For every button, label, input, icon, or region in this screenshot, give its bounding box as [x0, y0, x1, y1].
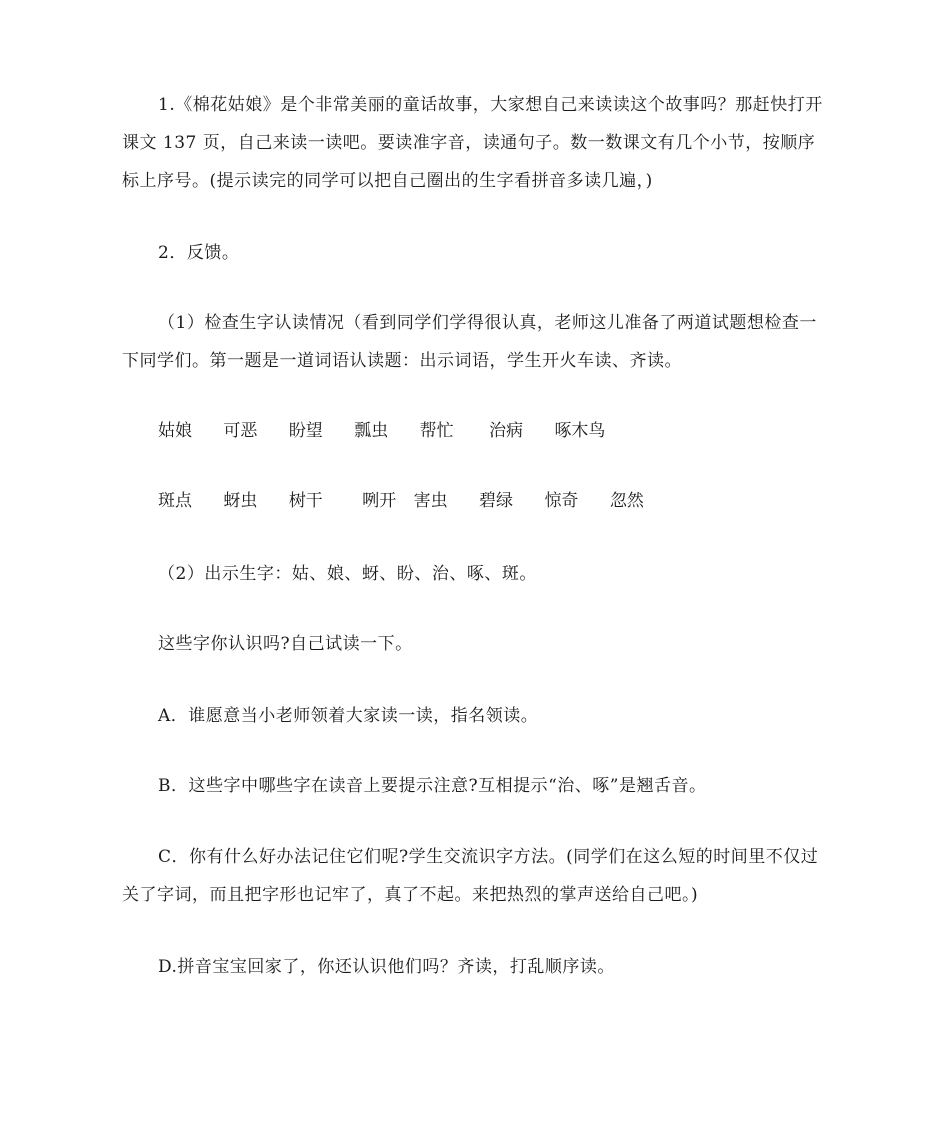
- word-item: 可恶: [223, 421, 258, 441]
- word-item: 蚜虫: [223, 491, 258, 511]
- paragraph-7: B．这些字中哪些字在读音上要提示注意?互相提示“治、啄”是翘舌音。: [158, 776, 707, 796]
- word-item: 啄木鸟: [554, 421, 606, 441]
- word-item: 忽然: [609, 491, 644, 511]
- word-item: 树干: [288, 491, 323, 511]
- paragraph-8: C．你有什么好办法记住它们呢?学生交流识字方法。(同学们在这么短的时间里不仅过关了字词，而且把字形也记牢了，真了不起。来把热烈的掌声送给自己吧。): [122, 847, 819, 905]
- word-item: 咧开: [362, 491, 397, 511]
- paragraph-1: 1.《棉花姑娘》是个非常美丽的童话故事，大家想自己来读读这个故事吗？那赶快打开课文 137 页，自己来读一读吧。要读准字音，读通句子。数一数课文有几个小节，按顺序标上序号。(提示读完的同学可以把自己圈出的生字看拼音多读几遍，): [122, 95, 823, 191]
- paragraph-5: 这些字你认识吗?自己试读一下。: [158, 634, 413, 654]
- word-item: 惊奇: [544, 491, 579, 511]
- paragraph-6: A．谁愿意当小老师领着大家读一读，指名领读。: [158, 706, 539, 726]
- word-item: 瓢虫: [354, 421, 389, 441]
- word-item: 碧绿: [479, 491, 514, 511]
- word-item: 盼望: [288, 421, 323, 441]
- paragraph-2: 2．反馈。: [158, 243, 240, 263]
- word-list-row-2: [158, 486, 670, 516]
- word-item: 斑点: [158, 491, 192, 511]
- word-item: 治病: [489, 421, 524, 441]
- paragraph-9: D.拼音宝宝回家了，你还认识他们吗？齐读，打乱顺序读。: [158, 957, 615, 977]
- word-item: 帮忙: [419, 421, 454, 441]
- paragraph-4: （2）出示生字：姑、娘、蚜、盼、治、啄、斑。: [158, 564, 537, 584]
- word-item: 害虫: [413, 491, 448, 511]
- word-item: 姑娘: [158, 421, 192, 441]
- paragraph-3: （1）检查生字认读情况（看到同学们学得很认真，老师这儿准备了两道试题想检查一下同学们。第一题是一道词语认读题：出示词语，学生开火车读、齐读。: [122, 313, 817, 371]
- word-list-row-1: [158, 416, 631, 446]
